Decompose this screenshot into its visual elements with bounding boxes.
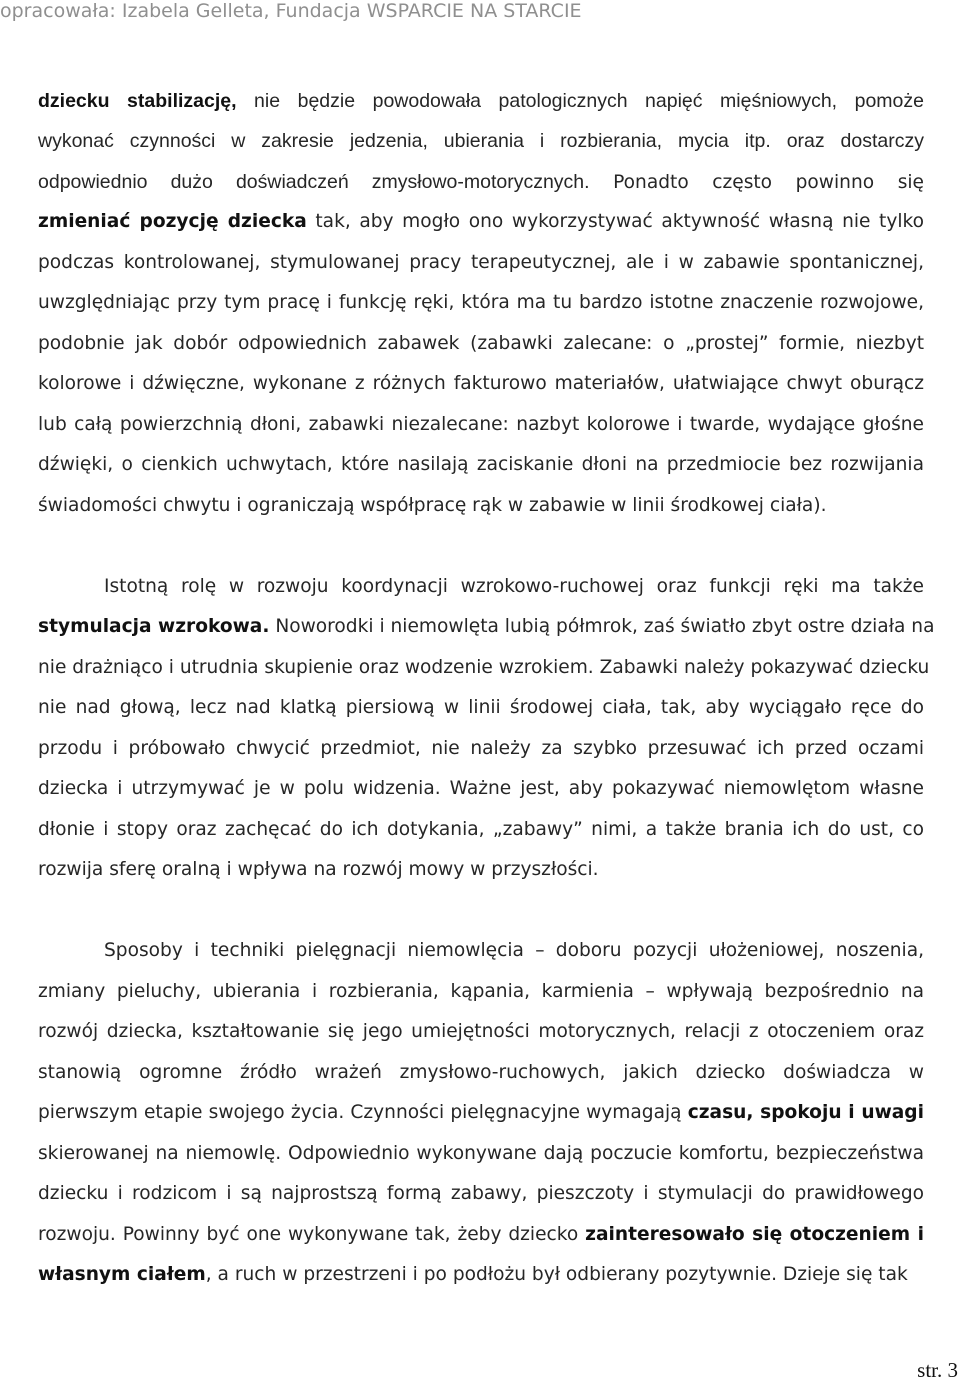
paragraph-3-line-3: rozwój dziecka, kształtowanie się jego umiejętności motorycznych, relacji z otoczeniem oraz <box>38 1021 924 1042</box>
paragraph-3-line-1: Sposoby i techniki pielęgnacji niemowlęcia – doboru pozycji ułożeniowej, noszenia, <box>104 940 924 961</box>
paragraph-2-line-1: Istotną rolę w rozwoju koordynacji wzrokowo-ruchowej oraz funkcji ręki ma także <box>104 576 924 597</box>
text-run: Noworodki i niemowlęta lubią półmrok, zaś światło zbyt ostre działa na <box>269 616 935 637</box>
page-header: opracowała: Izabela Gelleta, Fundacja WSPARCIE NA STARCIE <box>0 0 582 22</box>
paragraph-2-line-3: nie drażniąco i utrudnia skupienie oraz wodzenie wzrokiem. Zabawki należy pokazywać dziecku <box>38 657 930 678</box>
paragraph-2-line-7: dłonie i stopy oraz zachęcać do ich dotykania, „zabawy” nimi, a także brania ich do ust, co <box>38 819 924 840</box>
paragraph-3-line-9 <box>38 1263 924 1287</box>
paragraph-2-line-4: nie nad głową, lecz nad klatką piersiową w linii środowej ciała, tak, aby wyciągało ręce do <box>38 697 924 718</box>
paragraph-1-line-8: kolorowe i dźwięczne, wykonane z różnych fakturowo materiałów, ułatwiające chwyt oburącz <box>38 373 924 394</box>
paragraph-1-line-4 <box>38 210 924 234</box>
bold-phrase: czasu, spokoju i uwagi <box>687 1102 924 1123</box>
paragraph-2-line-5: przodu i próbowało chwycić przedmiot, nie należy za szybko przesuwać ich przed oczami <box>38 738 924 759</box>
paragraph-3-line-5 <box>38 1101 924 1125</box>
paragraph-3-line-4: stanowią ogromne źródło wrażeń zmysłowo-ruchowych, jakich dziecko doświadcza w <box>38 1062 924 1083</box>
text-run: nie będzie powodowała patologicznych napięć mięśniowych, pomoże <box>236 90 924 112</box>
text-run: Ponadto często powinno się <box>589 172 924 193</box>
paragraph-3-line-2: zmiany pieluchy, ubierania i rozbierania, kąpania, karmienia – wpływają bezpośrednio na <box>38 981 924 1002</box>
paragraph-1-line-2: wykonać czynności w zakresie jedzenia, ubierania i rozbierania, mycia itp. oraz dostarczy <box>38 130 924 152</box>
text-run: , a ruch w przestrzeni i po podłożu był odbierany pozytywnie. Dzieje się tak <box>205 1264 908 1285</box>
text-run: tak, aby mogło ono wykorzystywać aktywność własną nie tylko <box>306 211 924 232</box>
text-run: rozwoju. Powinny być one wykonywane tak, żeby dziecko <box>38 1224 586 1245</box>
page-number: str. 3 <box>917 1358 958 1382</box>
paragraph-1-line-6: uwzględniając przy tym pracę i funkcję ręki, która ma tu bardzo istotne znaczenie rozwojowe, <box>38 292 924 313</box>
paragraph-1-line-10: dźwięki, o cienkich uchwytach, które nasilają zaciskanie dłoni na przedmiocie bez rozwijania <box>38 454 924 475</box>
paragraph-1-line-9: lub całą powierzchnią dłoni, zabawki niezalecane: nazbyt kolorowe i twarde, wydające głośne <box>38 414 924 435</box>
paragraph-1-line-5: podczas kontrolowanej, stymulowanej pracy terapeutycznej, ale i w zabawie spontanicznej, <box>38 252 924 273</box>
paragraph-2-line-8: rozwija sferę oralną i wpływa na rozwój mowy w przyszłości. <box>38 859 599 880</box>
paragraph-3-line-8 <box>38 1223 924 1247</box>
paragraph-1-line-11: świadomości chwytu i ograniczają współpracę rąk w zabawie w linii środkowej ciała). <box>38 495 827 516</box>
bold-phrase: zmieniać pozycję dziecka <box>38 211 307 232</box>
paragraph-2-line-6: dziecka i utrzymywać je w polu widzenia. Ważne jest, aby pokazywać niemowlętom własne <box>38 778 924 799</box>
bold-phrase: własnym ciałem <box>38 1264 206 1285</box>
paragraph-1-line-7: podobnie jak dobór odpowiednich zabawek (zabawki zalecane: o „prostej” formie, niezbyt <box>38 333 924 354</box>
paragraph-1-line-1 <box>38 89 924 113</box>
text-run: odpowiednio dużo doświadczeń zmysłowo-motorycznych. <box>38 171 590 193</box>
paragraph-3-line-7: dziecku i rodzicom i są najprostszą formą zabawy, pieszczoty i stymulacji do prawidłowego <box>38 1183 924 1204</box>
bold-phrase: zainteresowało się otoczeniem i <box>585 1224 924 1245</box>
paragraph-1-line-3 <box>38 170 924 195</box>
text-run: pierwszym etapie swojego życia. Czynności pielęgnacyjne wymagają <box>38 1102 688 1123</box>
bold-phrase: stymulacja wzrokowa. <box>38 616 270 637</box>
paragraph-2-line-2 <box>38 615 935 639</box>
paragraph-3-line-6: skierowanej na niemowlę. Odpowiednio wykonywane dają poczucie komfortu, bezpieczeństwa <box>38 1143 924 1164</box>
bold-phrase: dziecku stabilizację, <box>38 90 237 112</box>
